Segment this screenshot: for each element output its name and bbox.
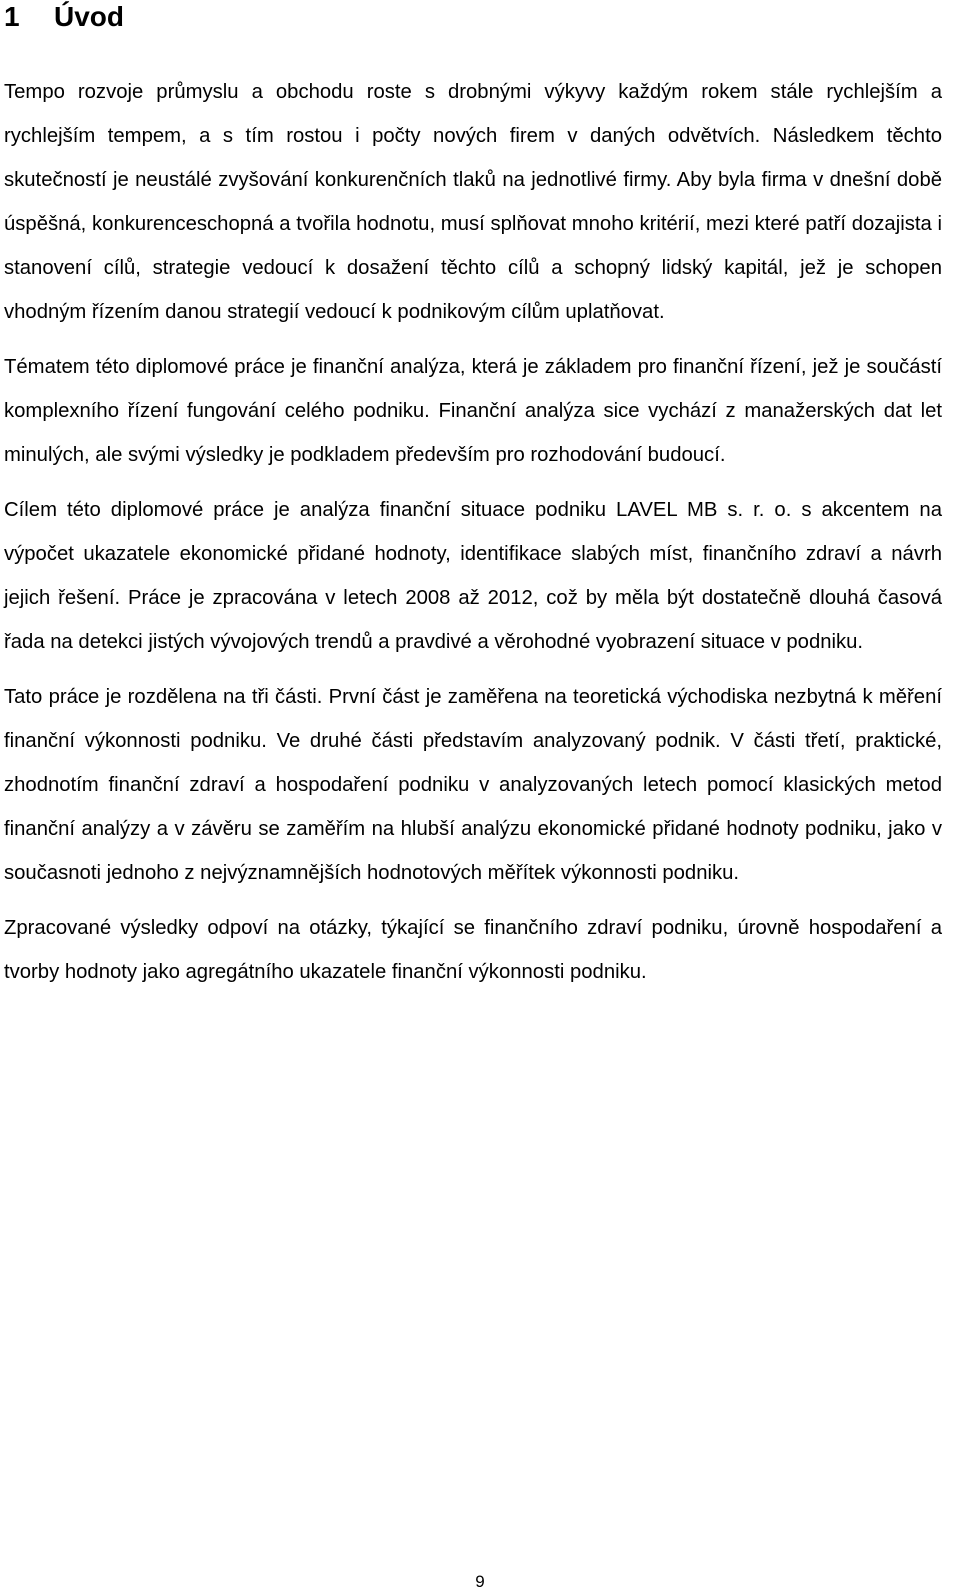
paragraph-structure: Tato práce je rozdělena na tři části. První část je zaměřena na teoretická východiska nezbytná k měření finanční výkonnosti podniku. Ve druhé části představím analyzovaný podnik. V části třetí, praktické, zhodnotím finanční zdraví a hospodaření podniku v analyzovaných letech pomocí klasických metod finanční analýzy a v závěru se zaměřím na hlubší analýzu ekonomické přidané hodnoty podniku, jako v současnoti jednoho z nejvýznamnějších hodnotových měřítek výkonnosti podniku. — [4, 686, 942, 884]
paragraph-intro: Tempo rozvoje průmyslu a obchodu roste s drobnými výkyvy každým rokem stále rychlejším a rychlejším tempem, a s tím rostou i počty nových firem v daných odvětvích. Následkem těchto skutečností je neustálé zvyšování konkurenčních tlaků na jednotlivé firmy. Aby byla firma v dnešní době úspěšná, konkurenceschopná a tvořila hodnotu, musí splňovat mnoho kritérií, mezi které patří dozajista i stanovení cílů, strategie vedoucí k dosažení těchto cílů a schopný lidský kapitál, jež je schopen vhodným řízením danou strategií vedoucí k podnikovým cílům uplatňovat. — [4, 81, 942, 323]
chapter-title: Úvod — [54, 1, 124, 32]
paragraph-goal: Cílem této diplomové práce je analýza finanční situace podniku LAVEL MB s. r. o. s akcentem na výpočet ukazatele ekonomické přidané hodnoty, identifikace slabých míst, finančního zdraví a návrh jejich řešení. Práce je zpracována v letech 2008 až 2012, což by měla být dostatečně dlouhá časová řada na detekci jistých vývojových trendů a pravdivé a věrohodné vyobrazení situace v podniku. — [4, 499, 942, 653]
paragraph-topic: Tématem této diplomové práce je finanční analýza, která je základem pro finanční řízení, jež je součástí komplexního řízení fungování celého podniku. Finanční analýza sice vychází z manažerských dat let minulých, ale svými výsledky je podkladem především pro rozhodování budoucí. — [4, 356, 942, 466]
chapter-heading — [4, 0, 124, 34]
body-text — [4, 70, 942, 1005]
page-number: 9 — [475, 1572, 485, 1591]
chapter-number: 1 — [4, 1, 20, 32]
paragraph-results: Zpracované výsledky odpoví na otázky, týkající se finančního zdraví podniku, úrovně hospodaření a tvorby hodnoty jako agregátního ukazatele finanční výkonnosti podniku. — [4, 917, 942, 983]
